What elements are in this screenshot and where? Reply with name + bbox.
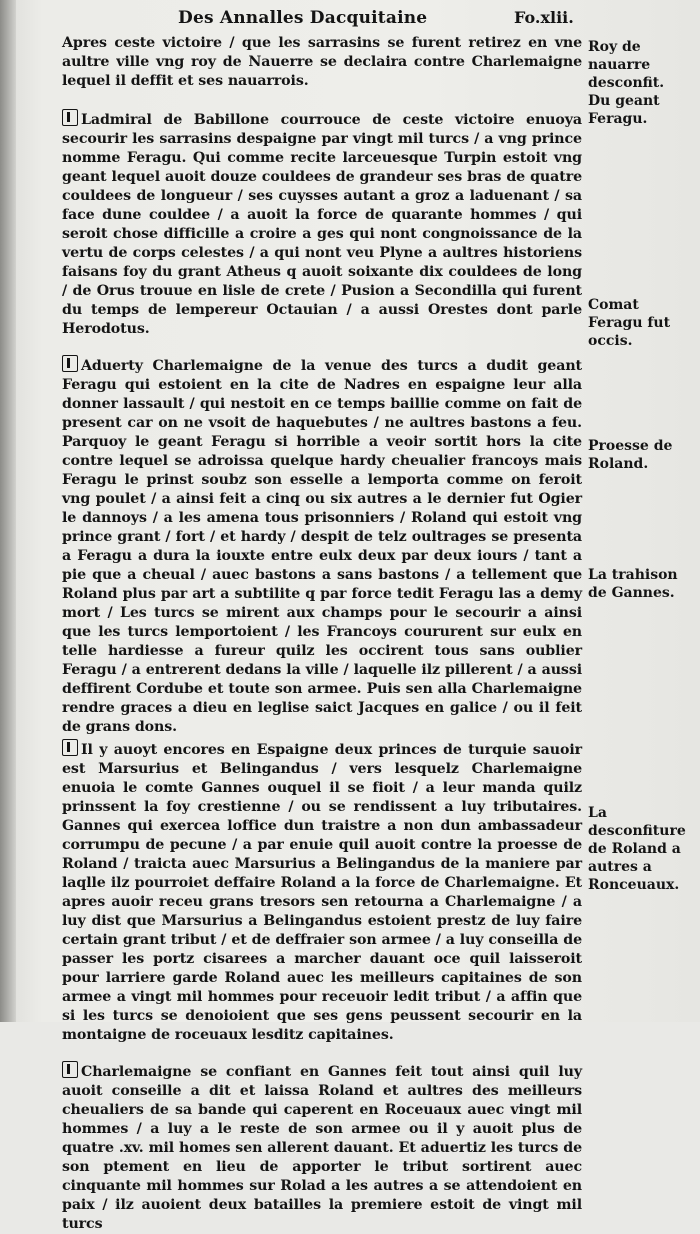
pilcrow-icon xyxy=(62,355,78,372)
paragraph-5 xyxy=(62,1061,582,1234)
paragraph-3 xyxy=(62,355,582,737)
folio-number: Fo.xlii. xyxy=(514,8,574,27)
pilcrow-icon xyxy=(62,1061,78,1078)
margin-note-2: Du geant Feragu. xyxy=(588,93,660,127)
page-header xyxy=(0,8,700,30)
binding-gutter xyxy=(0,0,16,1022)
margin-note-5: La trahison de Gannes. xyxy=(588,567,678,601)
paragraph-2 xyxy=(62,109,582,339)
margin-note-3: Comat Feragu fut occis. xyxy=(588,297,671,349)
main-text xyxy=(62,34,582,1234)
paragraph-3-text: Aduerty Charlemaigne de la venue des turcs a dudit geant Feragu qui estoient en la cite de Nadres en espaigne leur alla donner lassault / qui nestoit en ce temps baillie comme on fait de present car on ne vsoit de haquebutes / ne aultres bastons a feu. Parquoy le geant Feragu si horrible a veoir sortit hors la cite contre lequel se adroissa quelque hardy cheualier francoys mais Feragu le prinst soubz son esselle a lemporta comme on feroit vng poulet / a ainsi feit a cinq ou six autres a le dernier fut Ogier le dannoys / a les amena tous prisonniers / Roland qui estoit vng prince grant / fort / et hardy / despit de telz oultrages se presenta a Feragu a dura la iouxte entre eulx deux par deux iours / tant a pie que a cheual / auec bastons a sans bastons / a tellement que Roland plus par art a subtilite q par force tedit Feragu las a demy mort / Les turcs se mirent aux champs pour le secourir a ainsi que les turcs lemportoient / les Francoys coururent sur eulx en telle hardiesse a fureur quilz les occirent tous sans oublier Feragu / a entrerent dedans la ville / laquelle ilz pillerent / a aussi deffirent Cordube et toute son armee. Puis sen alla Charlemaigne rendre graces a dieu en leglise saict Jacques en galice / ou il feit de grans dons. xyxy=(62,358,582,735)
paragraph-4-text: Il y auoyt encores en Espaigne deux princes de turquie sauoir est Marsurius et Belingandus / vers lesquelz Charlemaigne enuoia le comte Gannes ouquel il se fioit / a leur manda quilz prinssent la foy crestienne / ou se rendissent a luy tributaires. Gannes qui exercea loffice dun traistre a non dun ambassadeur corrumpu de pecune / a par enuie quil auoit contre la proesse de Roland / traicta auec Marsurius a Belingandus de la maniere par laqlle ilz pourroiet deffaire Roland a la force de Charlemaigne. Et apres auoir receu grans tresors sen retourna a Charlemaigne / a luy dist que Marsurius a Belingandus estoient prestz de luy faire certain grant tribut / et de deffraier son armee / a luy conseilla de passer les portz cisarees a marcher dauant oce quil laisseroit pour larriere garde Roland auec les meilleurs capitaines de son armee a vingt mil hommes pour receuoir ledit tribut / a affin que si les turcs se denoioient que ses gens peussent secourir en la montaigne de roceuaux lesditz capitaines. xyxy=(62,742,582,1043)
pilcrow-icon xyxy=(62,109,78,126)
paragraph-2-text: Ladmiral de Babillone courrouce de ceste victoire enuoya secourir les sarrasins despaigne par vingt mil turcs / a vng prince nomme Feragu. Qui comme recite larceuesque Turpin estoit vng geant lequel auoit douze couldees de grandeur ses bras de quatre couldees de longueur / ses cuysses autant a groz a laduenant / sa face dune couldee / a auoit la force de quarante hommes / qui seroit chose difficille a croire a ges qui nont congnoissance de la vertu de corps celestes / a qui nont veu Plyne a aultres historiens faisans foy du grant Atheus q auoit soixante dix couldees de long / de Orus trouue en lisle de crete / Pusion a Secondilla qui furent du temps de lempereur Octauian / a aussi Orestes dont parle Herodotus. xyxy=(62,112,582,337)
margin-note-4: Proesse de Roland. xyxy=(588,438,673,472)
pilcrow-icon xyxy=(62,739,78,756)
running-title: Des Annalles Dacquitaine xyxy=(178,8,428,28)
paragraph-1-text: Apres ceste victoire / que les sarrasins se furent retirez en vne aultre ville vng roy de Nauerre se declaira contre Charlemaigne lequel il deffit et ses nauarrois. xyxy=(62,35,582,89)
margin-note-1: Roy de nauarre desconfit. xyxy=(588,39,665,91)
margin-note-6: La desconfiture de Roland a autres a Ronceuaux. xyxy=(588,805,686,893)
paragraph-4 xyxy=(62,739,582,1045)
paragraph-5-text: Charlemaigne se confiant en Gannes feit tout ainsi quil luy auoit conseille a dit et laissa Roland et aultres des meilleurs cheualiers de sa bande qui caperent en Roceuaux auec vingt mil hommes / a luy a le reste de son armee ou il y auoit plus de quatre .xv. mil homes sen allerent dauant. Et aduertiz les turcs de son ptement en lieu de apporter le tribut sortirent auec cinquante mil hommes sur Rolad a les autres a se attendoient en paix / ilz auoient deux batailles la premiere estoit de vingt mil turcs xyxy=(62,1064,582,1232)
paragraph-1 xyxy=(62,34,582,91)
